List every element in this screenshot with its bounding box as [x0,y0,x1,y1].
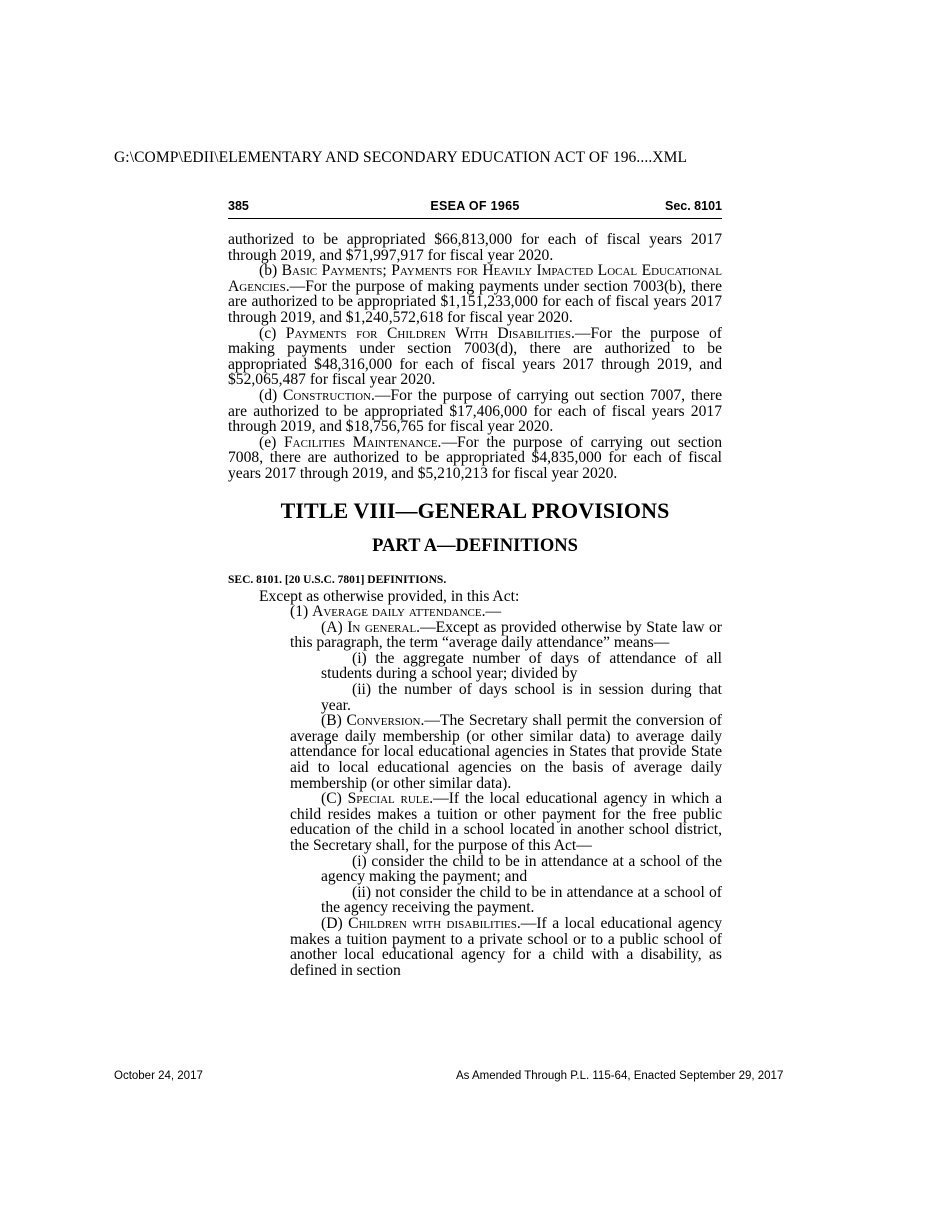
subsection-label: (b) [259,262,278,280]
subsection-d [228,388,722,435]
subsection-text: —For the purpose of making payments under section 7003(d), there are authorized to be appropriated $48,316,000 for each of fiscal years 2017 through 2019, and $52,065,487 for fiscal year 2020. [228,324,722,389]
paragraph-heading: Average daily attendance. [312,603,486,621]
subparagraph-label: (A) [321,618,343,636]
subparagraph-A [228,620,722,651]
continuation-paragraph: authorized to be appropriated $66,813,000 for each of fiscal years 2017 through 2019, and $71,997,917 for fiscal year 2020. [228,231,722,264]
subsection-label: (c) [259,324,277,342]
file-path: G:\COMP\EDII\ELEMENTARY AND SECONDARY EDUCATION ACT OF 196....XML [114,149,688,166]
clause-A-i: (i) the aggregate number of days of attendance of all students during a school year; divided by [321,649,722,683]
clause-C-i: (i) consider the child to be in attendance at a school of the agency making the payment; and [321,852,722,886]
subparagraph-text: —If a local educational agency makes a tuition payment to a private school or to a public school of another local educational agency for a child with a disability, as defined in section [290,914,722,979]
running-head [228,198,722,219]
subsection-label: (e) [259,433,277,451]
subparagraph-text: —Except as provided otherwise by State law or this paragraph, the term “average daily attendance” means— [290,618,722,652]
paragraph-dash: — [485,603,502,621]
subparagraph-B [228,713,722,791]
subsection-c [228,326,722,388]
subsection-text: —For the purpose of carrying out section 7007, there are authorized to be appropriated $17,406,000 for each of fiscal years 2017 through 2019, and $18,756,765 for fiscal year 2020. [228,386,723,436]
subsection-heading: Basic Payments; Payments for Heavily Impacted Local Educational Agencies. [228,262,722,295]
subparagraph-C [228,791,722,853]
document-body [228,232,722,978]
subparagraph-heading: Special rule. [347,790,434,808]
act-name: ESEA OF 1965 [430,199,520,213]
intro-text: Except as otherwise provided, in this Act: [259,587,520,605]
subsection-b [228,263,722,325]
section-heading: SEC. 8101. [20 U.S.C. 7801] DEFINITIONS. [228,573,447,586]
subsection-heading: Construction. [282,386,375,404]
subsection-e [228,435,722,482]
page-number: 385 [228,199,249,213]
subparagraph-heading: Children with disabilities. [348,914,521,932]
subparagraph-label: (B) [321,712,342,730]
subparagraph-heading: In general. [347,618,421,636]
subparagraph-label: (C) [321,790,342,808]
clause-C-ii: (ii) not consider the child to be in attendance at a school of the agency receiving the payment. [321,883,722,917]
subparagraph-label: (D) [321,914,343,932]
subparagraph-D [228,916,722,978]
subsection-text: —For the purpose of carrying out section 7008, there are authorized to be appropriated $4,835,000 for each of fiscal years 2017 through 2019, and $5,210,213 for fiscal year 2020. [228,433,722,482]
title-heading: TITLE VIII—GENERAL PROVISIONS [280,497,670,523]
section-number: Sec. 8101 [665,199,722,213]
paragraph-label: (1) [290,603,309,621]
subsection-heading: Facilities Maintenance. [283,433,442,451]
subparagraph-text: —If the local educational agency in which a child resides makes a tuition or other payment for the free public education of the child in a school located in another school district, the Secretary shall, for the purpose of this Act— [290,790,722,854]
subsection-heading: Payments for Children With Disabilities. [285,324,575,342]
subparagraph-heading: Conversion. [346,712,425,730]
paragraph-1 [228,604,722,620]
footer-date: October 24, 2017 [114,1070,203,1082]
part-heading: PART A—DEFINITIONS [372,535,578,556]
subsection-text: —For the purpose of making payments under section 7003(b), there are authorized to be appropriated $1,151,233,000 for each of fiscal years 2017 through 2019, and $1,240,572,618 for fiscal year 2020. [228,277,722,326]
subparagraph-text: —The Secretary shall permit the conversion of average daily membership (or other similar data) to average daily attendance for local educational agencies in States that provide State aid to local educational agencies on the basis of average daily membership (or other similar data). [290,712,722,792]
subsection-label: (d) [259,386,278,404]
clause-A-ii: (ii) the number of days school is in session during that year. [321,681,722,714]
footer-amendment-note: As Amended Through P.L. 115-64, Enacted September 29, 2017 [456,1070,784,1082]
